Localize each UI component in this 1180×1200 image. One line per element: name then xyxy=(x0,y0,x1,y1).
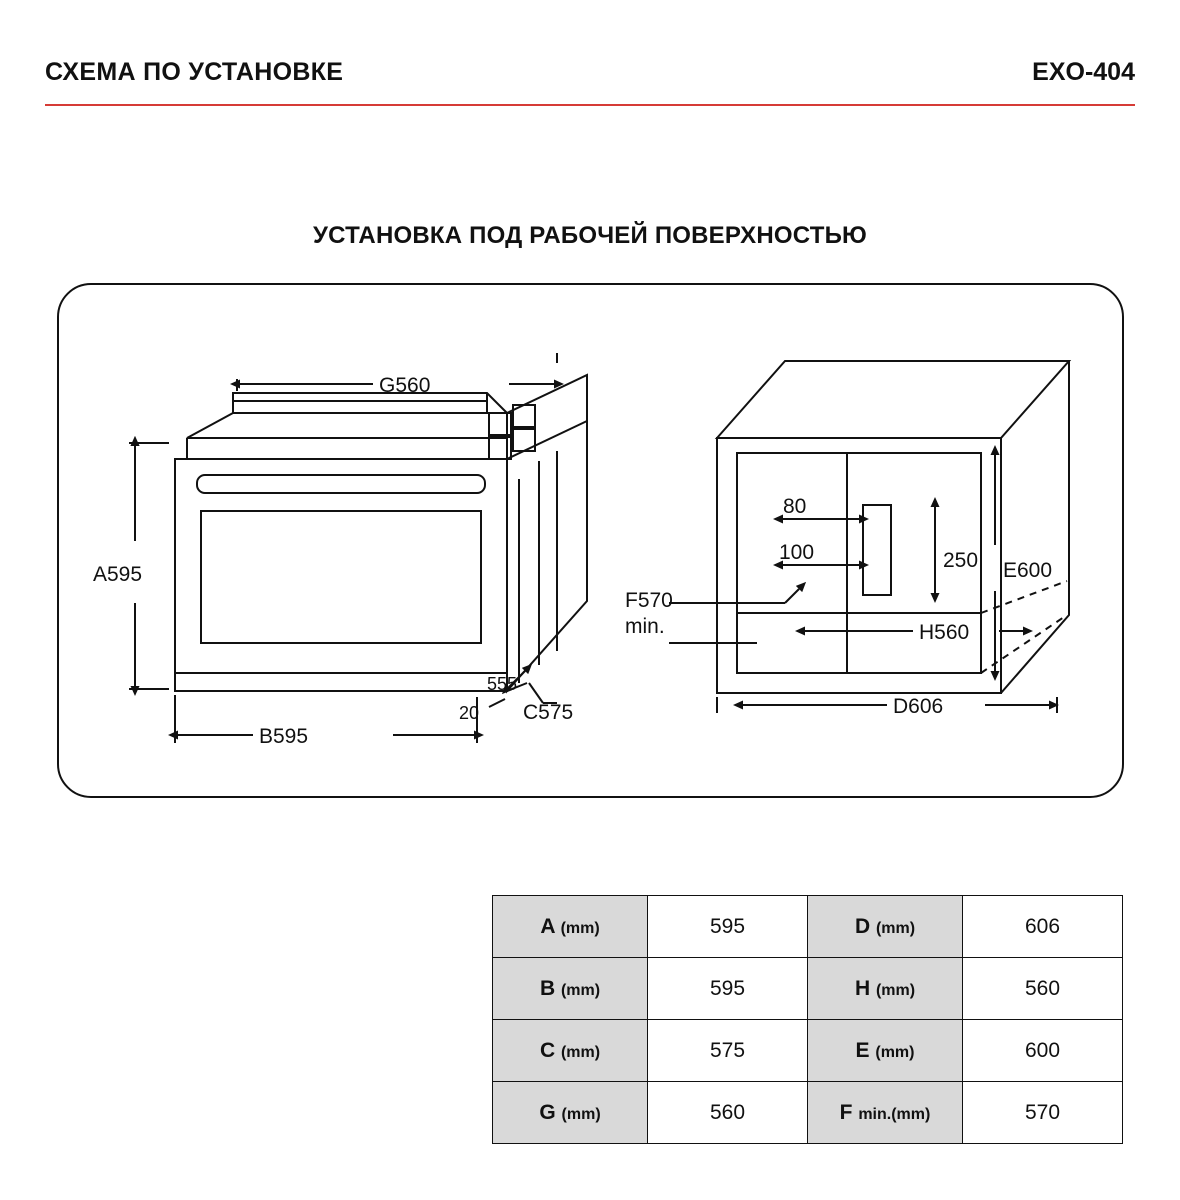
dim-g560: G560 xyxy=(379,374,431,397)
spec-key-d xyxy=(808,896,963,958)
dim-h560: H560 xyxy=(919,621,970,644)
page-title: СХЕМА ПО УСТАНОВКЕ xyxy=(45,58,344,86)
page-header xyxy=(45,58,1135,118)
spec-key-unit: (mm) xyxy=(875,981,916,999)
spec-key-letter: A xyxy=(540,914,555,938)
spec-value-g: 560 xyxy=(648,1082,808,1144)
dim-f570-min: min. xyxy=(625,615,665,638)
spec-key-letter: E xyxy=(855,1038,870,1062)
spec-key-letter: C xyxy=(539,1038,556,1062)
spec-value-b: 595 xyxy=(648,958,808,1020)
spec-key-unit: (mm) xyxy=(875,1043,915,1061)
installation-diagram-panel xyxy=(57,283,1124,798)
dim-250: 250 xyxy=(943,549,979,572)
dim-f570: F570 xyxy=(625,589,673,612)
spec-key-letter: B xyxy=(539,976,556,1000)
spec-key-b xyxy=(493,958,648,1020)
model-label: EXO-404 xyxy=(1032,58,1135,86)
spec-key-letter: H xyxy=(854,976,871,1000)
dim-b595: B595 xyxy=(259,725,309,748)
header-divider xyxy=(45,104,1135,106)
spec-value-a: 595 xyxy=(648,896,808,958)
table-row xyxy=(493,1082,1123,1144)
dim-100: 100 xyxy=(779,541,815,564)
spec-key-a xyxy=(493,896,648,958)
spec-key-unit: min.(mm) xyxy=(858,1105,931,1123)
spec-key-f xyxy=(808,1082,963,1144)
spec-value-c: 575 xyxy=(648,1020,808,1082)
spec-key-unit: (mm) xyxy=(560,981,601,999)
dimension-spec-table xyxy=(492,895,1123,1144)
dim-555: 555 xyxy=(487,674,518,694)
spec-key-unit: (mm) xyxy=(560,919,600,937)
dim-d606: D606 xyxy=(893,695,944,718)
spec-key-letter: G xyxy=(539,1100,556,1124)
spec-key-unit: (mm) xyxy=(561,1105,601,1123)
section-title: УСТАНОВКА ПОД РАБОЧЕЙ ПОВЕРХНОСТЬЮ xyxy=(313,222,867,249)
spec-value-e: 600 xyxy=(963,1020,1123,1082)
dim-20: 20 xyxy=(459,703,480,723)
spec-key-unit: (mm) xyxy=(875,919,916,937)
dim-a595: A595 xyxy=(93,563,143,586)
spec-value-d: 606 xyxy=(963,896,1123,958)
table-row xyxy=(493,958,1123,1020)
dim-80: 80 xyxy=(783,495,807,518)
spec-value-h: 560 xyxy=(963,958,1123,1020)
spec-value-f: 570 xyxy=(963,1082,1123,1144)
table-row xyxy=(493,896,1123,958)
spec-key-h xyxy=(808,958,963,1020)
spec-key-letter: F xyxy=(839,1100,853,1124)
dim-c575: C575 xyxy=(523,701,574,724)
dim-e600: E600 xyxy=(1003,559,1053,582)
spec-key-g xyxy=(493,1082,648,1144)
spec-key-unit: (mm) xyxy=(560,1043,601,1061)
spec-key-c xyxy=(493,1020,648,1082)
table-row xyxy=(493,1020,1123,1082)
spec-key-letter: D xyxy=(854,914,871,938)
spec-key-e xyxy=(808,1020,963,1082)
